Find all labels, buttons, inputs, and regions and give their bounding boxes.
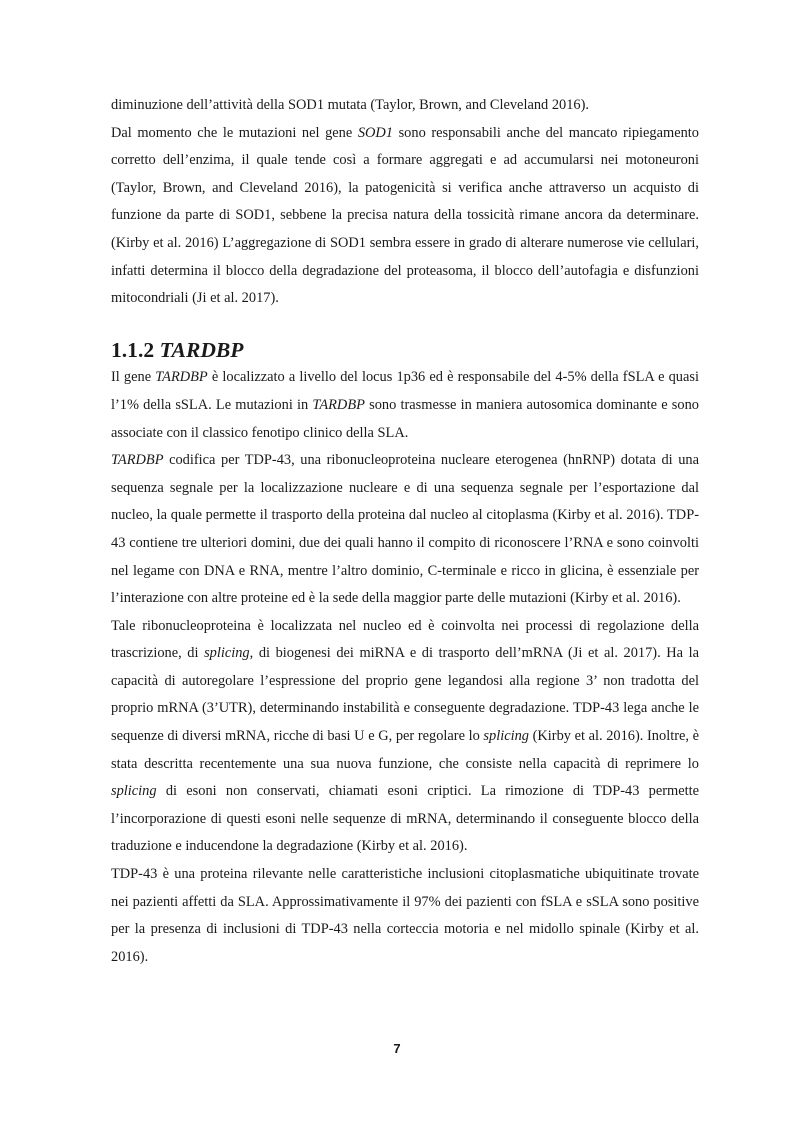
paragraph: Dal momento che le mutazioni nel gene SOD1 sono responsabili anche del mancato ripiegamento corretto dell’enzima, il quale tende così a formare aggregati e ad accumularsi nei motoneuroni (Taylor, Brown, and Cleveland 2016), la patogenicità si verifica anche attraverso un acquisto di funzione da parte di SOD1, sebbene la precisa natura della tossicità rimane ancora da determinare. (Kirby et al. 2016) L’aggregazione di SOD1 sembra essere in grado di alterare numerose vie cellulari, infatti determina il blocco della degradazione del proteasoma, il blocco dell’autofagia e disfunzioni mitocondriali (Ji et al. 2017). xyxy=(111,124,699,307)
paragraph: Il gene TARDBP è localizzato a livello del locus 1p36 ed è responsabile del 4-5% della fSLA e quasi l’1% della sSLA. Le mutazioni in TARDBP sono trasmesse in maniera autosomica dominante e sono associate con il classico fenotipo clinico della SLA. xyxy=(111,369,699,441)
paragraph: TDP-43 è una proteina rilevante nelle caratteristiche inclusioni citoplasmatiche ubiquitinate trovate nei pazienti affetti da SLA. Approssimativamente il 97% dei pazienti con fSLA e sSLA sono positive per la presenza di inclusioni di TDP-43 nella corteccia motoria e nel midollo spinale (Kirby et al. 2016). xyxy=(111,866,699,965)
page-number: 7 xyxy=(393,1041,401,1056)
section-number: 1.1.2 xyxy=(111,337,155,362)
italic-term: SOD1 xyxy=(357,124,393,141)
italic-term: TARDBP xyxy=(155,369,208,386)
document-page xyxy=(111,92,699,971)
italic-term: TARDBP xyxy=(312,396,365,413)
italic-term: splicing xyxy=(483,728,529,745)
section-paragraphs xyxy=(111,364,699,971)
section-title: TARDBP xyxy=(159,337,244,362)
paragraph: Tale ribonucleoproteina è localizzata nel nucleo ed è coinvolta nei processi di regolazione della trascrizione, di splicing, di biogenesi dei miRNA e di trasporto dell’mRNA (Ji et al. 2017). Ha la capacità di autoregolare l’espressione del proprio gene legandosi alla regione 3’ non tradotta del proprio mRNA (3’UTR), determinando instabilità e conseguente degradazione. TDP-43 lega anche le sequenze di diversi mRNA, ricche di basi U e G, per regolare lo splicing (Kirby et al. 2016). Inoltre, è stata descritta recentemente una sua nuova funzione, che consiste nella capacità di reprimere lo splicing di esoni non conservati, chiamati esoni criptici. La rimozione di TDP-43 permette l’incorporazione di questi esoni nelle sequenze di mRNA, determinando il conseguente blocco della traduzione e inducendone la degradazione (Kirby et al. 2016). xyxy=(111,617,699,855)
intro-paragraphs xyxy=(111,92,699,313)
section-heading xyxy=(111,337,699,365)
paragraph: diminuzione dell’attività della SOD1 mutata (Taylor, Brown, and Cleveland 2016). xyxy=(111,97,589,113)
paragraph: TARDBP codifica per TDP-43, una ribonucleoproteina nucleare eterogenea (hnRNP) dotata di una sequenza segnale per la localizzazione nucleare e di una sequenza segnale per l’esportazione dal nucleo, la quale permette il trasporto della proteina dal nucleo al citoplasma (Kirby et al. 2016). TDP-43 contiene tre ulteriori domini, due dei quali hanno il compito di riconoscere l’RNA e sono coinvolti nel legame con DNA e RNA, mentre l’altro dominio, C-terminale e ricco in glicina, è essenziale per l’interazione con altre proteine ed è la sede della maggior parte delle mutazioni (Kirby et al. 2016). xyxy=(111,452,699,607)
italic-term: splicing xyxy=(204,645,250,662)
italic-term: TARDBP xyxy=(111,452,164,469)
italic-term: splicing xyxy=(111,783,157,800)
